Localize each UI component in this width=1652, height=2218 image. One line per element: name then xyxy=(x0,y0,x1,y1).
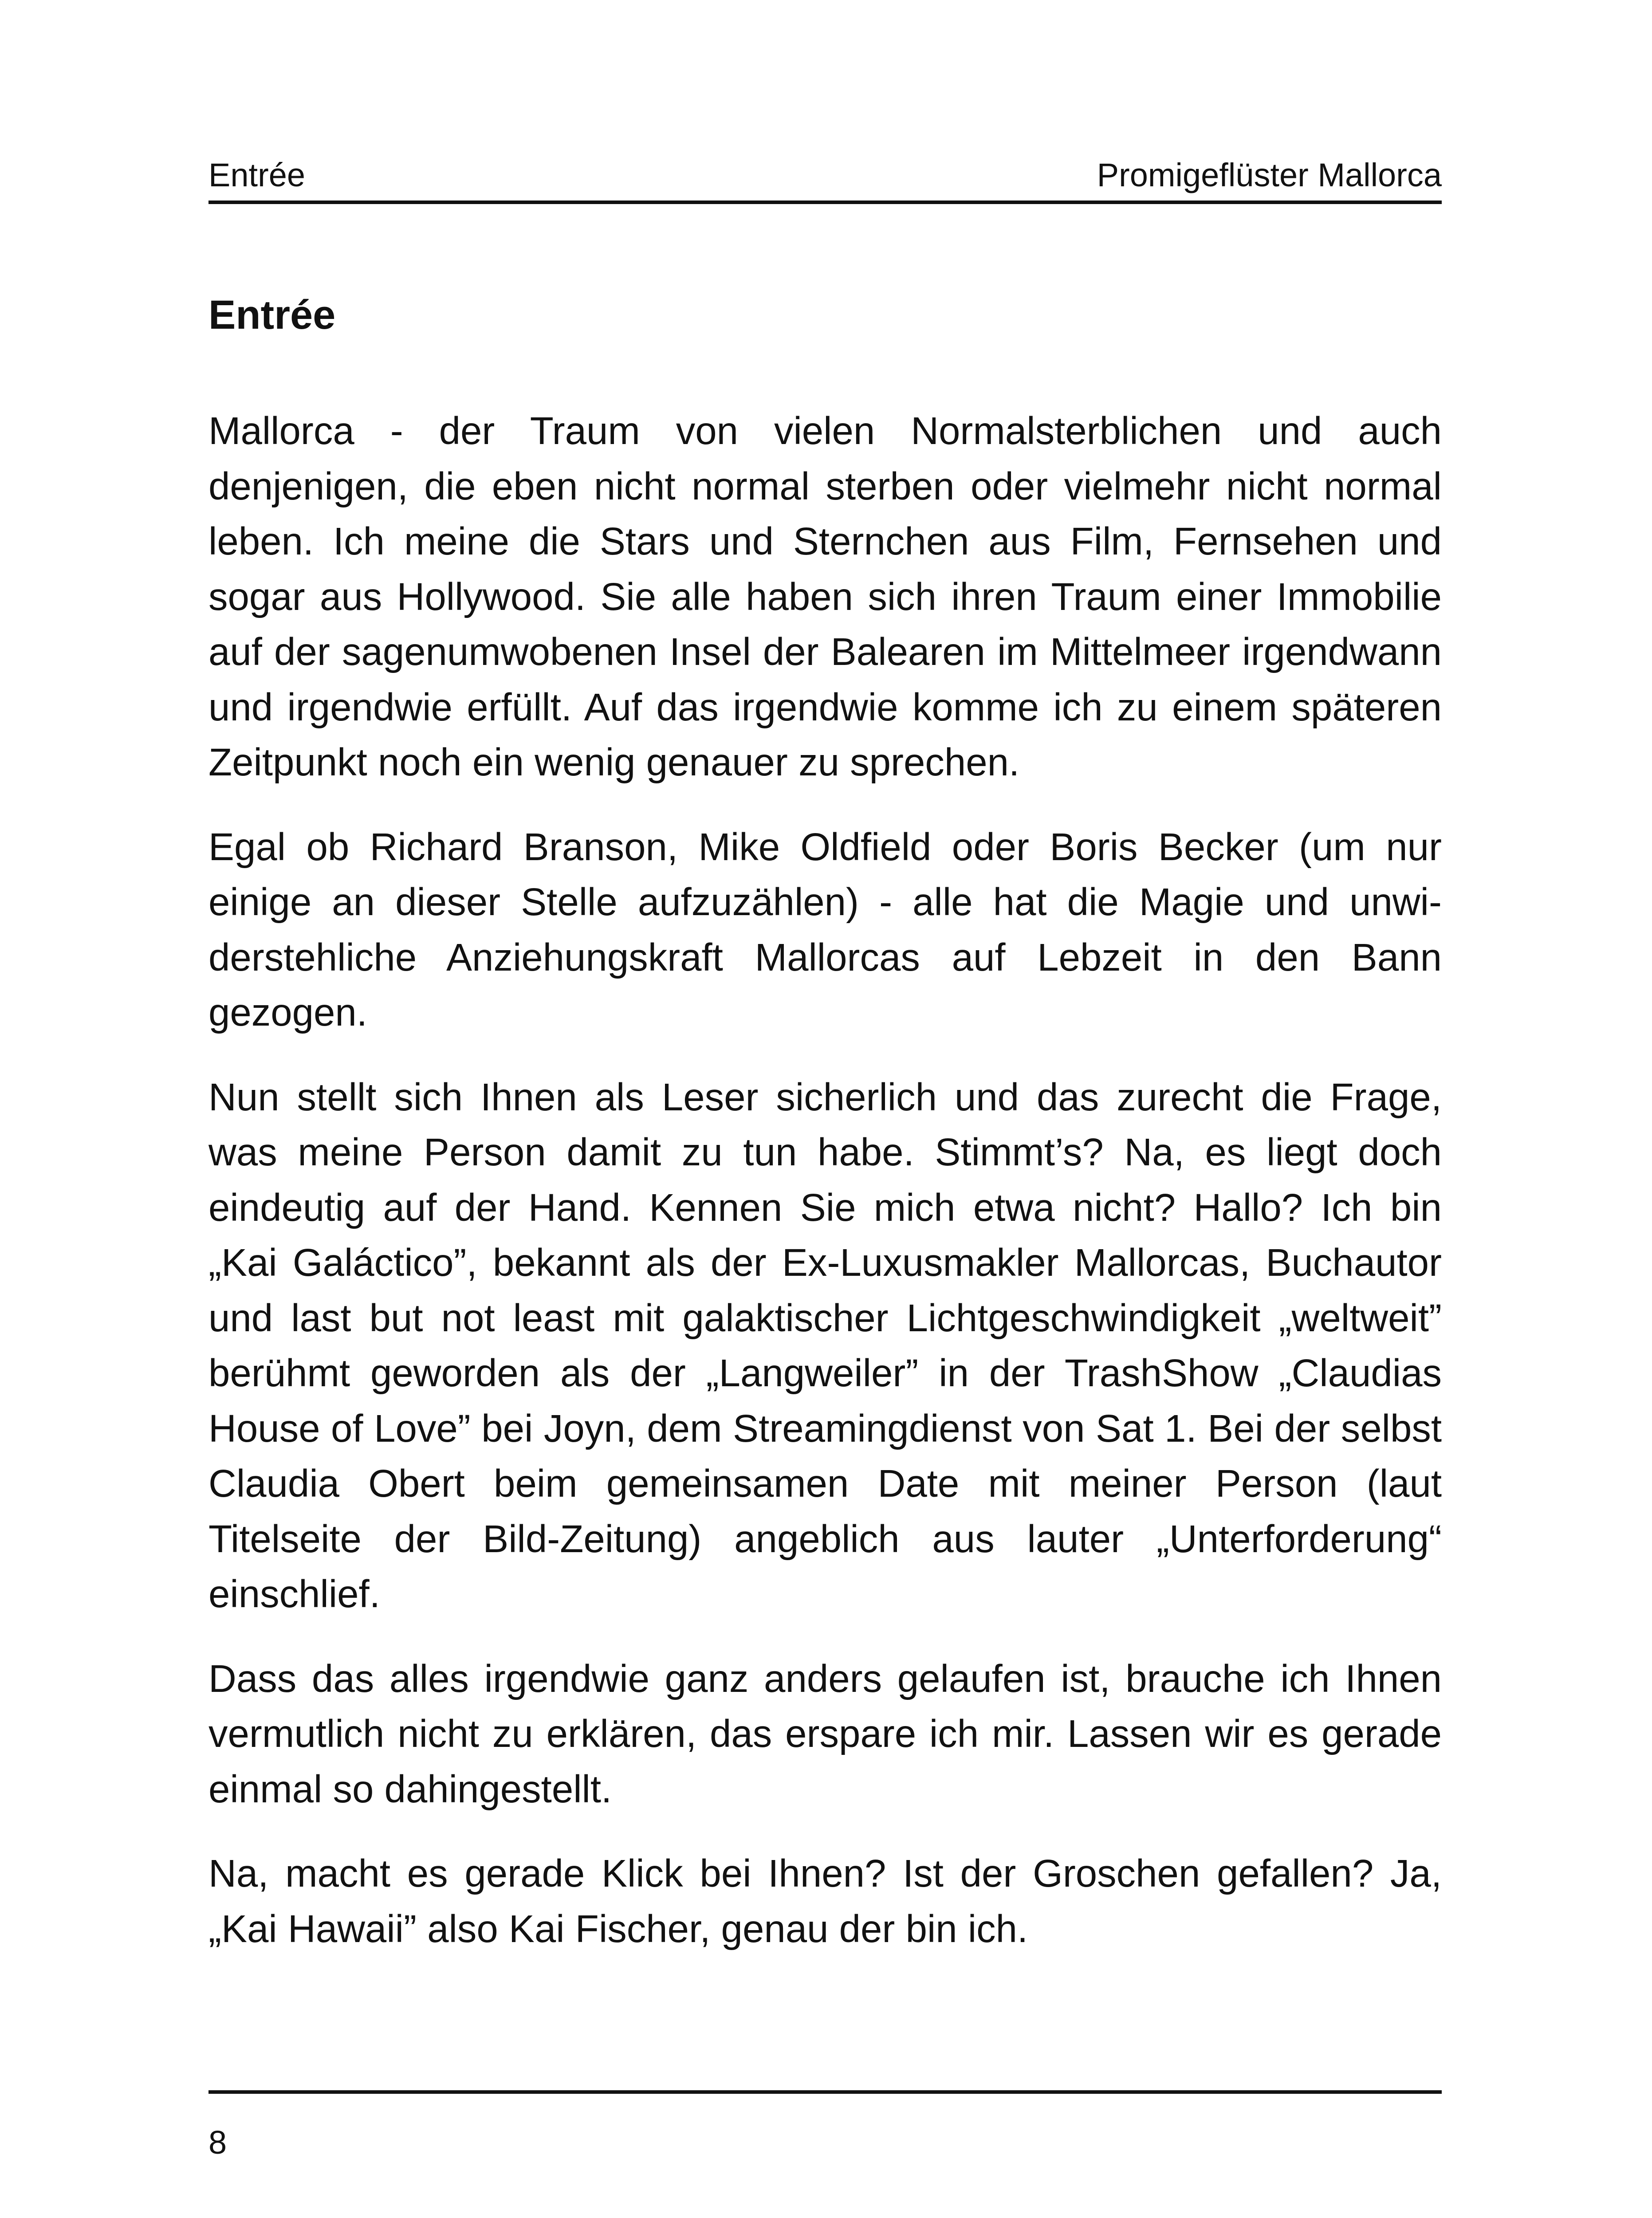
header-section-title: Entrée xyxy=(208,157,306,193)
header-book-title: Promigeflüster Mallorca xyxy=(1097,157,1442,193)
paragraph: Nun stellt sich Ihnen als Leser sicherlich und das zurecht die Frage, was meine Person damit zu tun habe. Stimmt’s? Na, es liegt doch eindeutig auf der Hand. Kennen Sie mich etwa nicht? Hallo? Ich bin „Kai Galáctico”, bekannt als der Ex-Luxusmakler Mallorcas, Buchautor und last but not least mit galaktischer Lichtgeschwindigkeit „weltweit” berühmt geworden als der „Langweiler” in der TrashShow „Claudias House of Love” bei Joyn, dem Streamingdienst von Sat 1. Bei der selbst Claudia Obert beim gemeinsamen Date mit meiner Person (laut Titelseite der Bild-Zeitung) angeblich aus lauter „Unterforderung“ einschlief. xyxy=(208,1075,1442,1616)
paragraph: Na, macht es gerade Klick bei Ihnen? Ist der Groschen gefallen? Ja, „Kai Hawaii” also Kai Fischer, genau der bin ich. xyxy=(208,1852,1442,1951)
paragraph: Egal ob Richard Branson, Mike Oldfield oder Boris Becker (um nur einige an dieser Stelle aufzuzählen) - alle hat die Magie und unwiderstehliche Anziehungskraft Mallorcas auf Lebzeit in den Bann gezogen. xyxy=(208,825,1442,1034)
paragraph: Mallorca - der Traum von vielen Normalsterblichen und auch denjenigen, die eben nicht normal sterben oder vielmehr nicht normal leben. Ich meine die Stars und Sternchen aus Film, Fernsehen und sogar aus Hollywood. Sie alle haben sich ihren Traum einer Immobilie auf der sagenumwobenen Insel der Balearen im Mittelmeer irgendwann und irgendwie erfüllt. Auf das irgendwie komme ich zu einem späteren Zeitpunkt noch ein wenig genauer zu sprechen. xyxy=(208,409,1442,784)
page-number: 8 xyxy=(208,2124,227,2161)
paragraph: Dass das alles irgendwie ganz anders gelaufen ist, brauche ich Ihnen vermutlich nicht zu erklären, das erspare ich mir. Lassen wir es gerade einmal so dahingestellt. xyxy=(208,1657,1442,1811)
running-footer xyxy=(208,2090,1442,2161)
running-header xyxy=(208,146,1442,204)
chapter-title: Entrée xyxy=(208,292,336,338)
body-text xyxy=(208,404,1442,1986)
